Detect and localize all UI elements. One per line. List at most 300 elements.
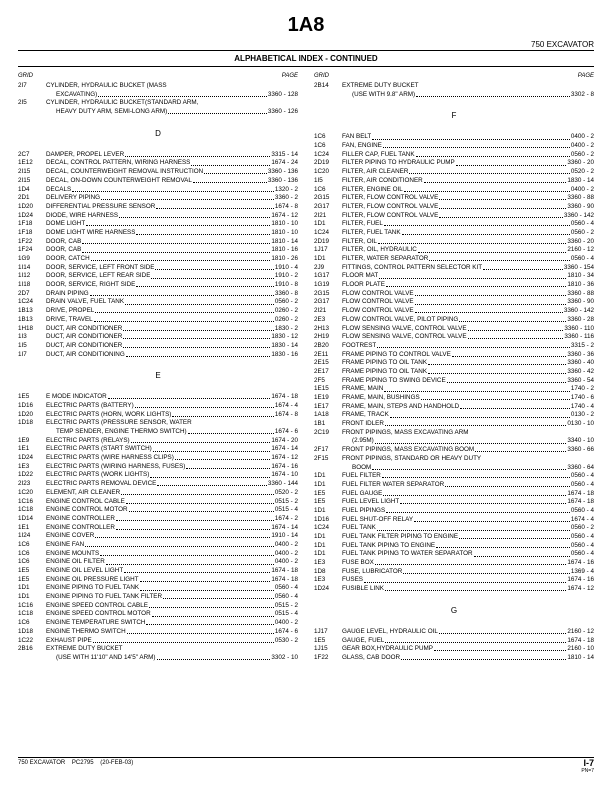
- grid-ref: 1D1: [18, 593, 30, 601]
- dot-leader: [475, 446, 566, 452]
- index-entry: [18, 316, 298, 325]
- entry-text: FILTER, ENGINE OIL: [342, 185, 403, 193]
- entry-text: DOME LIGHT WIRE HARNESS: [46, 228, 136, 236]
- dot-leader: [135, 402, 274, 408]
- page-ref: 1674 - 18: [271, 567, 298, 574]
- dot-leader: [191, 159, 270, 165]
- page-ref: 1674 - 12: [567, 585, 594, 593]
- dot-leader: [483, 264, 563, 270]
- page-ref: 1674 - 18: [567, 489, 594, 497]
- dot-leader: [72, 186, 274, 192]
- dot-leader: [98, 91, 267, 97]
- entry-text: ELECTRIC PARTS (RELAYS): [46, 436, 130, 444]
- entry-text: FLOW SENSING VALVE, CONTROL VALVE: [342, 333, 467, 341]
- entry-text: DECAL, CONTROL PATTERN, WIRING HARNESS: [46, 159, 191, 167]
- page-ref: 0400 - 2: [274, 540, 298, 548]
- page-ref: 1674 - 8: [274, 202, 298, 210]
- grid-ref: 1F22: [314, 653, 329, 661]
- grid-ref: 1C16: [18, 497, 34, 505]
- grid-ref: 2B20: [314, 341, 329, 349]
- grid-ref: 1E3: [314, 559, 326, 567]
- grid-ref: 1C24: [314, 150, 330, 158]
- page-ref: 1674 - 18: [271, 393, 298, 401]
- grid-ref: 1I24: [18, 532, 31, 540]
- entry-text: EXCAVATING): [56, 90, 98, 98]
- grid-ref: 1C20: [18, 488, 34, 496]
- page-ref: 3340 - 10: [567, 437, 594, 445]
- grid-ref: 1J17: [314, 627, 328, 635]
- index-entry: [314, 542, 594, 551]
- dot-leader: [439, 194, 566, 200]
- index-title: ALPHABETICAL INDEX - CONTINUED: [234, 54, 378, 63]
- entry-text: FILTER, WATER SEPARATOR: [342, 255, 429, 262]
- grid-ref: 2I15: [18, 176, 31, 184]
- entry-text: GEAR BOX,HYDRAULIC PUMP: [342, 645, 433, 653]
- entry-text: BOOM: [352, 463, 372, 471]
- index-entry: [18, 602, 298, 611]
- index-entry: [314, 559, 594, 568]
- index-entry: [18, 637, 298, 646]
- grid-ref: 1C18: [18, 610, 34, 618]
- page-ref: 1674 - 10: [271, 471, 298, 479]
- entry-text: GAUGE, FUEL: [342, 636, 385, 644]
- index-entry: [18, 532, 298, 541]
- page-ref: 3360 - 142: [563, 307, 594, 315]
- page-ref: 1740 - 4: [570, 402, 594, 410]
- entry-text: (2.95M): [352, 437, 374, 445]
- entry-text: DOOR, CATCH: [46, 255, 90, 262]
- grid-ref: 1D8: [314, 567, 326, 575]
- grid-ref: 1D18: [18, 419, 34, 427]
- page-ref: 3360 - 110: [564, 324, 594, 332]
- index-entry: [18, 489, 298, 498]
- grid-ref: 2F5: [314, 376, 325, 384]
- index-entry: [18, 576, 298, 585]
- grid-ref: 1E5: [314, 498, 326, 506]
- page-ref: 0530 - 2: [274, 636, 298, 644]
- page-ref: 1910 - 8: [274, 281, 298, 289]
- index-entry: [314, 585, 594, 594]
- dot-leader: [86, 220, 270, 226]
- page-ref: 0400 - 2: [274, 558, 298, 566]
- page-ref: 1369 - 4: [570, 567, 594, 575]
- entry-text: FRONT PIPINGS, STANDARD OR HEAVY DUTY: [342, 454, 482, 462]
- dot-leader: [150, 471, 270, 477]
- entry-text: FILTER, OIL: [342, 237, 377, 245]
- page-ref: 0560 - 2: [570, 150, 594, 158]
- index-entry: [18, 550, 298, 559]
- page-ref: 1674 - 16: [567, 559, 594, 567]
- dot-leader: [415, 307, 563, 313]
- page-ref: 1674 - 12: [271, 211, 298, 219]
- grid-ref: [314, 437, 342, 446]
- page-ref: 1674 - 6: [274, 627, 298, 635]
- index-entry: [314, 359, 594, 368]
- dot-leader: [156, 203, 274, 209]
- entry-text: FAN BELT: [342, 133, 372, 141]
- dot-leader: [126, 351, 271, 357]
- index-entry: [314, 472, 594, 481]
- index-entry: [18, 584, 298, 593]
- entry-text: DOOR, CAB: [46, 246, 82, 254]
- page-ref: 1830 - 12: [271, 333, 298, 341]
- grid-ref: 2I15: [18, 168, 31, 176]
- grid-ref: 1D24: [314, 585, 330, 593]
- column-header: [314, 73, 594, 82]
- index-entry: [314, 429, 594, 438]
- index-entry: [314, 524, 594, 533]
- index-entry: [18, 229, 298, 238]
- grid-ref: 1E12: [18, 159, 33, 167]
- dot-leader: [416, 91, 570, 97]
- grid-ref: 2H19: [314, 333, 330, 341]
- grid-ref: 1E9: [18, 436, 30, 444]
- entry-text: FILLER CAP, FUEL TANK: [342, 150, 415, 158]
- entry-text: DELIVERY PIPING: [46, 194, 101, 202]
- index-entry: [314, 498, 594, 507]
- entry-text: DUCT, AIR CONDITIONER: [46, 324, 123, 332]
- page-ref: 1910 - 4: [274, 263, 298, 271]
- dot-leader: [129, 506, 274, 512]
- dot-leader: [378, 238, 567, 244]
- grid-ref: 1C6: [18, 619, 30, 627]
- grid-ref: 1E5: [18, 575, 30, 583]
- entry-text: DUCT, AIR CONDITIONER: [46, 333, 123, 341]
- dot-leader: [186, 463, 270, 469]
- index-entry-continuation: [18, 428, 298, 437]
- entry-text: DOOR, SERVICE, LEFT FRONT SIDE: [46, 263, 155, 271]
- page-ref: 0515 - 2: [274, 601, 298, 609]
- index-entry: [314, 229, 594, 238]
- page-ref: 3302 - 10: [271, 653, 298, 661]
- index-entry: [18, 220, 298, 229]
- page-ref: 3360 - 54: [567, 376, 594, 384]
- dot-leader: [175, 454, 271, 460]
- index-entry: [314, 576, 594, 585]
- index-entry: [18, 99, 298, 108]
- grid-ref: 1D1: [314, 220, 326, 228]
- dot-leader: [445, 481, 570, 487]
- dot-leader: [402, 229, 570, 235]
- dot-leader: [424, 177, 567, 183]
- title-rule: [18, 66, 594, 67]
- page-ref: 0560 - 2: [570, 524, 594, 532]
- grid-ref: 1C6: [314, 133, 326, 141]
- section-letter: G: [450, 605, 458, 615]
- grid-ref: 1E19: [314, 394, 329, 401]
- page-ref: 0400 - 2: [274, 549, 298, 557]
- grid-ref: [18, 428, 46, 437]
- page-ref: 3315 - 14: [271, 150, 298, 158]
- entry-text: ELECTRIC PARTS (BATTERY): [46, 401, 134, 409]
- page-ref: 0400 - 2: [570, 185, 594, 193]
- dot-leader: [414, 516, 570, 522]
- page-ref: 3360 - 66: [567, 446, 594, 454]
- index-entry: [314, 316, 594, 325]
- grid-ref: 1F24: [18, 246, 33, 254]
- index-entry: [18, 307, 298, 316]
- grid-ref: 2C7: [18, 150, 30, 158]
- page-ref: 1810 - 10: [271, 220, 298, 228]
- grid-ref: 1I18: [18, 281, 31, 289]
- dot-leader: [416, 151, 570, 157]
- grid-header: GRID: [18, 73, 33, 79]
- page-ref: 1674 - 16: [567, 576, 594, 584]
- dot-leader: [429, 255, 570, 261]
- index-entry: [18, 272, 298, 281]
- grid-ref: 1F22: [18, 237, 33, 245]
- page-ref: 1810 - 10: [271, 228, 298, 236]
- dot-leader: [400, 498, 566, 504]
- dot-leader: [377, 342, 570, 348]
- grid-ref: [314, 464, 342, 473]
- page-ref: 3360 - 116: [564, 333, 594, 341]
- entry-text: CYLINDER, HYDRAULIC BUCKET(STANDARD ARM,: [46, 99, 199, 107]
- grid-ref: 2F17: [314, 446, 329, 454]
- index-entry: [18, 619, 298, 628]
- grid-ref: 1D16: [18, 401, 34, 409]
- grid-ref: 2J9: [314, 263, 325, 271]
- entry-text: ENGINE OIL LEVEL LIGHT: [46, 567, 124, 574]
- entry-text: HEAVY DUTY ARM, SEMI-LONG ARM): [56, 108, 168, 116]
- page-ref: 0130 - 2: [570, 411, 594, 419]
- dot-leader: [193, 177, 267, 183]
- dot-leader: [123, 325, 274, 331]
- page-ref: 3360 - 144: [267, 480, 298, 488]
- dot-leader: [136, 229, 270, 235]
- index-entry: [18, 419, 298, 428]
- grid-ref: 1D4: [18, 185, 30, 193]
- dot-leader: [375, 559, 567, 565]
- page-ref: 0515 - 4: [274, 506, 298, 514]
- page-ref: 1674 - 18: [567, 498, 594, 506]
- section-letter: E: [155, 371, 161, 381]
- index-entry: [314, 351, 594, 360]
- page-ref: 0520 - 2: [274, 488, 298, 496]
- grid-ref: 1D18: [18, 627, 34, 635]
- section-letter: D: [155, 128, 161, 138]
- index-entry: [18, 515, 298, 524]
- grid-ref: 2C19: [314, 428, 330, 436]
- grid-ref: 1J17: [314, 246, 328, 254]
- left-column: [18, 73, 298, 663]
- index-entry: [18, 82, 298, 91]
- index-entry-continuation: [314, 437, 594, 446]
- dot-leader: [383, 490, 566, 496]
- entry-text: DOME LIGHT: [46, 220, 86, 228]
- page-ref: 1674 - 18: [271, 575, 298, 583]
- dot-leader: [439, 212, 563, 218]
- index-entry: [18, 463, 298, 472]
- index-entry: [18, 480, 298, 489]
- index-entry: [314, 203, 594, 212]
- index-entry: [314, 516, 594, 525]
- entry-text: FLOW CONTROL VALVE, PILOT PIPING: [342, 315, 459, 323]
- dot-leader: [386, 281, 566, 287]
- dot-leader: [415, 290, 567, 296]
- grid-ref: 1F18: [18, 228, 33, 236]
- index-entry: [314, 325, 594, 334]
- grid-ref: 1C18: [18, 506, 34, 514]
- grid-ref: 1D1: [314, 480, 326, 488]
- entry-text: ELECTRIC PARTS (WORK LIGHTS): [46, 471, 150, 479]
- index-entry: [314, 212, 594, 221]
- index-entry: [314, 238, 594, 247]
- page-ref: 0260 - 2: [274, 315, 298, 323]
- page-ref: 3360 - 128: [267, 90, 298, 98]
- entry-text: DRAIN PIPING: [46, 289, 89, 297]
- model-name: 750 EXCAVATOR: [531, 40, 594, 49]
- grid-ref: 2E3: [314, 315, 326, 323]
- grid-ref: 1I3: [18, 333, 27, 341]
- index-entry-continuation: [314, 464, 594, 473]
- dot-leader: [404, 186, 570, 192]
- dot-leader: [157, 480, 267, 486]
- page-ref: 1810 - 16: [271, 246, 298, 254]
- entry-text: GAUGE LEVEL, HYDRAULIC OIL: [342, 627, 438, 635]
- index-entry: [18, 290, 298, 299]
- dot-leader: [385, 585, 566, 591]
- entry-text: FRONT PIPINGS, MASS EXCAVATING ARM: [342, 428, 469, 436]
- index-entry: [18, 524, 298, 533]
- entry-text: E MODE INDICATOR: [46, 393, 107, 401]
- grid-ref: 1C6: [18, 540, 30, 548]
- entry-text: FLOOR MAT: [342, 272, 379, 280]
- dot-leader: [125, 298, 274, 304]
- entry-text: ENGINE FAN: [46, 540, 85, 548]
- dot-leader: [140, 576, 271, 582]
- page-ref: 3360 - 2: [274, 194, 298, 202]
- entry-text: FOOTREST: [342, 341, 377, 349]
- index-entry: [314, 420, 594, 429]
- entry-text: DAMPER, PROPEL LEVER: [46, 150, 125, 158]
- grid-ref: 2D1: [18, 194, 30, 202]
- entry-text: FUSES: [342, 576, 363, 584]
- dot-leader: [375, 437, 567, 443]
- page-ref: 0520 - 2: [570, 168, 594, 176]
- index-entry: [314, 385, 594, 394]
- index-entry: [314, 377, 594, 386]
- page-ref: 0400 - 2: [274, 619, 298, 627]
- page-ref: 3360 - 126: [267, 108, 298, 116]
- grid-ref: 1E5: [18, 567, 30, 574]
- grid-ref: 2B16: [18, 645, 33, 653]
- entry-text: ENGINE CONTROL CABLE: [46, 497, 125, 505]
- entry-text: DECALS: [46, 185, 72, 193]
- page-ref: 3360 - 136: [267, 176, 298, 184]
- grid-ref: 2E17: [314, 367, 329, 375]
- grid-ref: 1F18: [18, 220, 33, 228]
- entry-text: FUEL PIPINGS: [342, 506, 386, 514]
- index-entry: [18, 151, 298, 160]
- dot-leader: [163, 593, 274, 599]
- dot-leader: [439, 203, 566, 209]
- dot-leader: [403, 568, 570, 574]
- entry-text: (USE WITH 11'10" AND 14'5" ARM): [56, 653, 156, 661]
- index-entry: [314, 133, 594, 142]
- dot-leader: [95, 307, 274, 313]
- page-ref: 0560 - 4: [570, 541, 594, 549]
- index-entry: [18, 593, 298, 602]
- index-entry: [314, 411, 594, 420]
- entry-text: FILTER, FLOW CONTROL VALVE: [342, 194, 439, 202]
- page-ref: 0560 - 4: [570, 255, 594, 262]
- dot-leader: [119, 212, 270, 218]
- entry-text: FUEL TANK PIPING TO WATER SEPARATOR: [342, 550, 473, 558]
- grid-ref: 2D19: [314, 237, 330, 245]
- index-entry: [18, 402, 298, 411]
- entry-text: DRIVE, PROPEL: [46, 307, 95, 315]
- entry-text: ENGINE TEMPERATURE SWITCH: [46, 619, 146, 627]
- page-ref: 1674 - 14: [271, 445, 298, 453]
- dot-leader: [390, 411, 570, 417]
- page-ref: 1810 - 36: [567, 281, 594, 289]
- dot-leader: [428, 359, 566, 365]
- grid-ref: 2I5: [18, 99, 27, 107]
- dot-leader: [447, 377, 567, 383]
- entry-text: ENGINE CONTROL MOTOR: [46, 506, 128, 514]
- dot-leader: [157, 654, 271, 660]
- page-ref: 0560 - 4: [274, 593, 298, 601]
- index-entry: [18, 298, 298, 307]
- dot-leader: [121, 489, 274, 495]
- dot-leader: [151, 272, 274, 278]
- grid-ref: 1D20: [18, 202, 34, 210]
- entry-text: FUSIBLE LINK: [342, 585, 384, 593]
- index-entry: [314, 168, 594, 177]
- dot-leader: [152, 610, 274, 616]
- dot-leader: [384, 220, 570, 226]
- entry-text: FRAME, TRACK: [342, 411, 389, 419]
- footer-rule: [18, 757, 594, 758]
- index-entry: [18, 255, 298, 264]
- page-ref: 1674 - 6: [274, 428, 298, 435]
- entry-text: ENGINE THERMO SWITCH: [46, 627, 126, 635]
- dot-leader: [459, 533, 570, 539]
- index-entry: [314, 272, 594, 281]
- grid-ref: 1I5: [314, 176, 323, 184]
- entry-text: FILTER, OIL, HYDRAULIC: [342, 246, 417, 254]
- entry-text: FUEL TANK FILTER PIPING TO ENGINE: [342, 533, 459, 540]
- dot-leader: [168, 108, 267, 114]
- index-entry: [18, 351, 298, 360]
- grid-ref: 1E1: [18, 523, 30, 531]
- index-entry: [314, 654, 594, 663]
- grid-ref: 1I5: [18, 341, 27, 349]
- grid-ref: 1D24: [18, 211, 34, 219]
- page-ref: 1674 - 16: [271, 462, 298, 470]
- dot-leader: [123, 333, 270, 339]
- grid-ref: 1B13: [18, 307, 33, 315]
- dot-leader: [382, 472, 570, 478]
- footer-revision: PN=7: [581, 768, 594, 774]
- grid-ref: 2E11: [314, 350, 329, 358]
- page-ref: 3360 - 154: [563, 263, 594, 271]
- entry-text: DIODE, WIRE HARNESS: [46, 211, 119, 219]
- entry-text: FRONT IDLER: [342, 420, 384, 428]
- dot-leader: [82, 238, 270, 244]
- index-entry: [18, 212, 298, 221]
- entry-text: ENGINE OIL PRESSURE LIGHT: [46, 575, 139, 583]
- index-entry: [18, 281, 298, 290]
- dot-leader: [95, 532, 270, 538]
- grid-ref: 2D19: [314, 159, 330, 167]
- entry-text: CYLINDER, HYDRAULIC BUCKET (MASS: [46, 82, 167, 89]
- grid-ref: 1E15: [314, 385, 329, 393]
- entry-text: FUEL GAUGE: [342, 489, 383, 497]
- dot-leader: [384, 385, 570, 391]
- index-entry: [18, 159, 298, 168]
